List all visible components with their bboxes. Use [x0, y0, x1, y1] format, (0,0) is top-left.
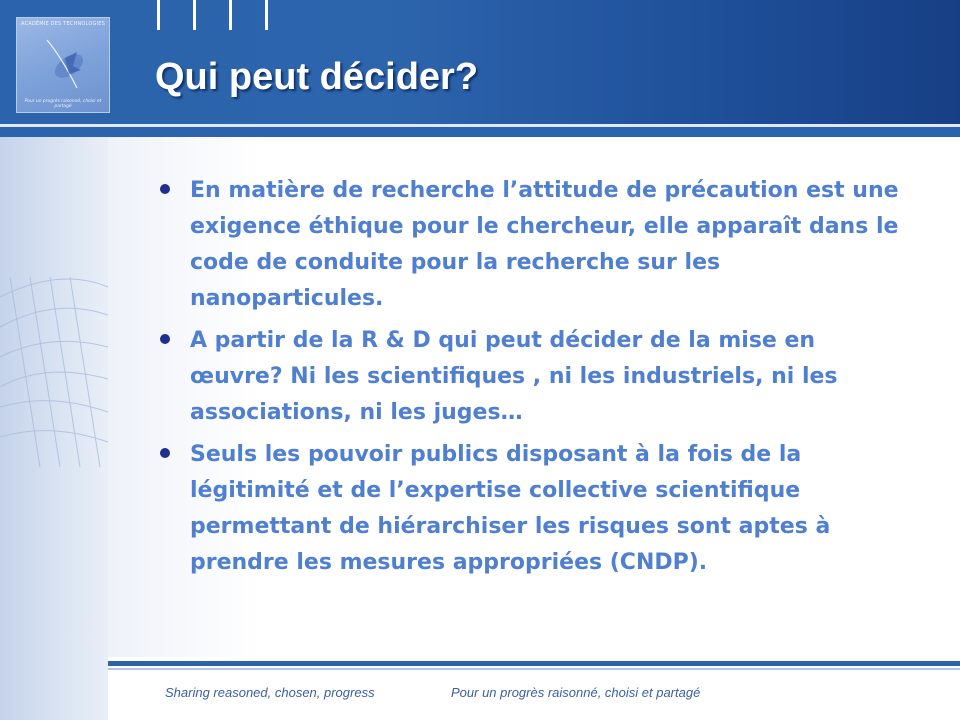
bullet-dot-icon: [160, 334, 170, 344]
bullet-item: [160, 323, 910, 431]
footer-divider-thin: [108, 668, 960, 670]
bullet-item: [160, 437, 910, 581]
footer-divider: [108, 661, 960, 666]
bullet-item: [160, 173, 910, 317]
header-divider-band: [0, 127, 960, 137]
side-panel-pattern: [0, 137, 108, 720]
logo-org-name: ACADÉMIE DES TECHNOLOGIES: [21, 21, 105, 27]
bullet-dot-icon: [160, 448, 170, 458]
logo-tagline: Pour un progrès raisonné, choisi et partagé: [24, 99, 102, 109]
logo-emblem-icon: [17, 18, 109, 112]
bullet-dot-icon: [160, 184, 170, 194]
bullet-text: A partir de la R & D qui peut décider de la mise en œuvre? Ni les scientifiques , ni les industriels, ni les associations, ni les juges…: [190, 328, 838, 425]
header-band: [0, 0, 960, 124]
footer-tagline-french: Pour un progrès raisonné, choisi et partagé: [451, 685, 701, 700]
slide-title: Qui peut décider?: [155, 56, 479, 98]
bullet-text: Seuls les pouvoir publics disposant à la fois de la légitimité et de l’expertise collective scientifique permettant de hiérarchiser les risques sont aptes à prendre les mesures appropriées (CNDP).: [190, 442, 831, 575]
header-tick-2: [193, 0, 196, 30]
footer-tagline-english: Sharing reasoned, chosen, progress: [165, 685, 375, 700]
bullet-list: [160, 173, 910, 587]
decorative-side-panel: [0, 137, 108, 720]
bullet-text: En matière de recherche l’attitude de précaution est une exigence éthique pour le chercheur, elle apparaît dans le code de conduite pour la recherche sur les nanoparticules.: [190, 178, 899, 311]
academy-logo: [16, 17, 110, 113]
header-tick-3: [229, 0, 232, 30]
header-tick-1: [157, 0, 160, 30]
header-tick-4: [265, 0, 268, 30]
